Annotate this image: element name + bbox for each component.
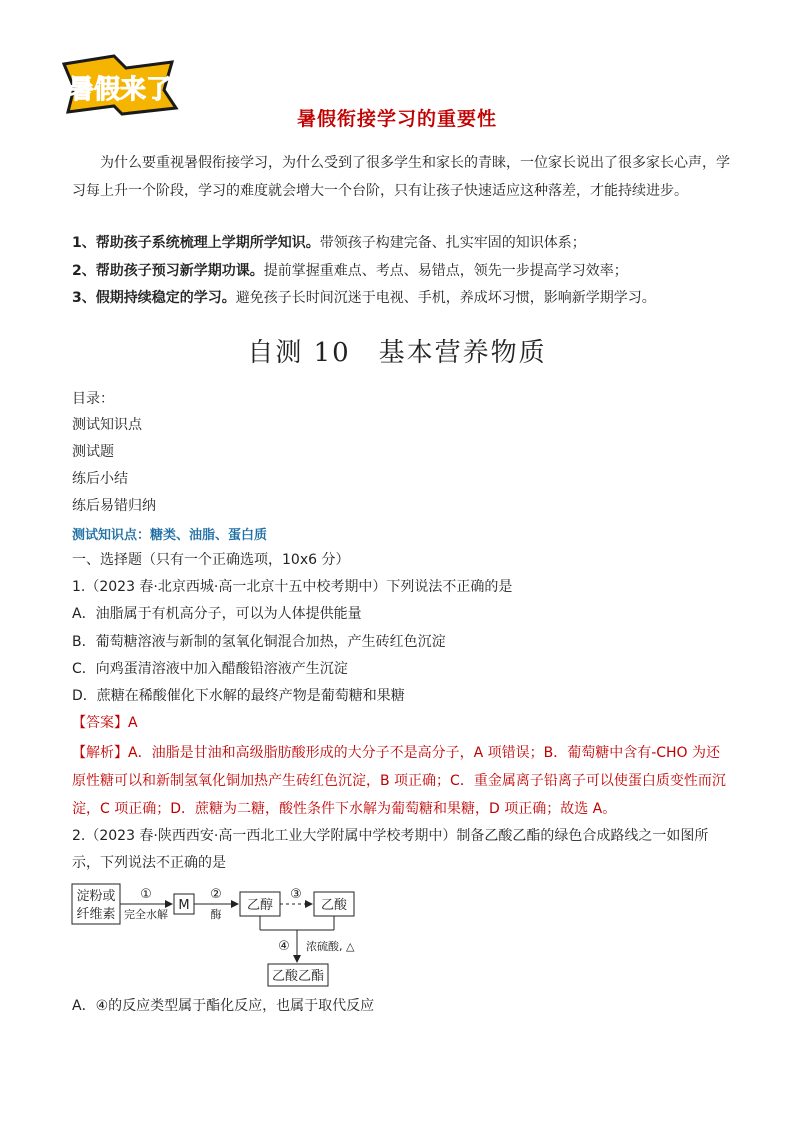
synthesis-route-diagram (70, 880, 400, 990)
node-ethanol: 乙醇 (246, 898, 274, 913)
step-1-cond: 完全水解 (124, 908, 168, 921)
intro-paragraph: 为什么要重视暑假衔接学习，为什么受到了很多学生和家长的青睐，一位家长说出了很多家长心声，学习每上升一个阶段，学习的难度就会增大一个台阶，只有让孩子快速适应这种落差，才能持续进步。 (72, 155, 730, 199)
question-1-option-d: D．蔗糖在稀酸催化下水解的最终产物是葡萄糖和果糖 (72, 688, 405, 704)
banner-title: 暑假衔接学习的重要性 (296, 108, 497, 130)
knowledge-point: 测试知识点：糖类、油脂、蛋白质 (72, 528, 268, 543)
point-1-bold: 1、帮助孩子系统梳理上学期所学知识。 (72, 235, 320, 251)
point-3-text: 避免孩子长时间沉迷于电视、手机，养成坏习惯，影响新学期学习。 (235, 290, 656, 306)
node-m: M (178, 898, 190, 913)
step-4-label: ④ (278, 939, 290, 954)
point-3 (72, 287, 732, 307)
point-3-bold: 3、假期持续稳定的学习。 (72, 290, 236, 306)
toc-item[interactable]: 练后易错归纳 (72, 498, 156, 514)
question-1-option-c: C．向鸡蛋清溶液中加入醋酸铅溶液产生沉淀 (72, 661, 348, 677)
section-heading: 一、选择题（只有一个正确选项，10x6 分） (72, 552, 350, 568)
question-1-answer: 【答案】A (72, 715, 138, 731)
step-4-cond: 浓硫酸, △ (306, 940, 355, 953)
step-3-label: ③ (290, 887, 302, 902)
point-2-bold: 2、帮助孩子预习新学期功课。 (72, 263, 264, 279)
question-1-analysis: 【解析】A．油脂是甘油和高级脂肪酸形成的大分子不是高分子，A 项错误；B．葡萄糖中含有-CHO 为还原性糖可以和新制氢氧化铜加热产生砖红色沉淀，B 项正确；C．重金属离子铅离子可以使蛋白质变性而沉淀，C 项正确；D．蔗糖为二糖，酸性条件下水解为葡萄糖和果糖，D 项正确；故选 A。 (72, 745, 726, 817)
node-ester: 乙酸乙酯 (271, 969, 325, 984)
svg-text:暑假来了: 暑假来了 (67, 75, 173, 105)
point-1-text: 带领孩子构建完备、扎实牢固的知识体系； (319, 235, 586, 251)
toc-item[interactable]: 练后小结 (72, 471, 128, 487)
question-1-option-b: B．葡萄糖溶液与新制的氢氧化铜混合加热，产生砖红色沉淀 (72, 634, 446, 650)
page-title: 自测 10 基本营养物质 (247, 338, 547, 368)
question-1-stem: 1.（2023 春·北京西城·高一北京十五中校考期中）下列说法不正确的是 (72, 579, 513, 595)
step-1-label: ① (140, 887, 152, 902)
step-2-cond: 酶 (210, 908, 222, 921)
node-acid: 乙酸 (320, 898, 348, 913)
point-2-text: 提前掌握重难点、考点、易错点，领先一步提高学习效率； (263, 263, 628, 279)
node-start: 淀粉或 (76, 889, 116, 904)
point-1 (72, 232, 732, 252)
question-2-stem: 2.（2023 春·陕西西安·高一西北工业大学附属中学校考期中）制备乙酸乙酯的绿色合成路线之一如图所示，下列说法不正确的是 (72, 828, 709, 871)
node-start-2: 纤维素 (76, 907, 116, 922)
toc-item[interactable]: 测试题 (72, 444, 114, 460)
question-1-option-a: A．油脂属于有机高分子，可以为人体提供能量 (72, 606, 362, 622)
point-2 (72, 260, 732, 280)
step-2-label: ② (210, 887, 222, 902)
toc-item[interactable]: 测试知识点 (72, 417, 142, 433)
toc-heading: 目录： (72, 391, 114, 407)
question-2-option-a: A．④的反应类型属于酯化反应，也属于取代反应 (72, 998, 375, 1014)
